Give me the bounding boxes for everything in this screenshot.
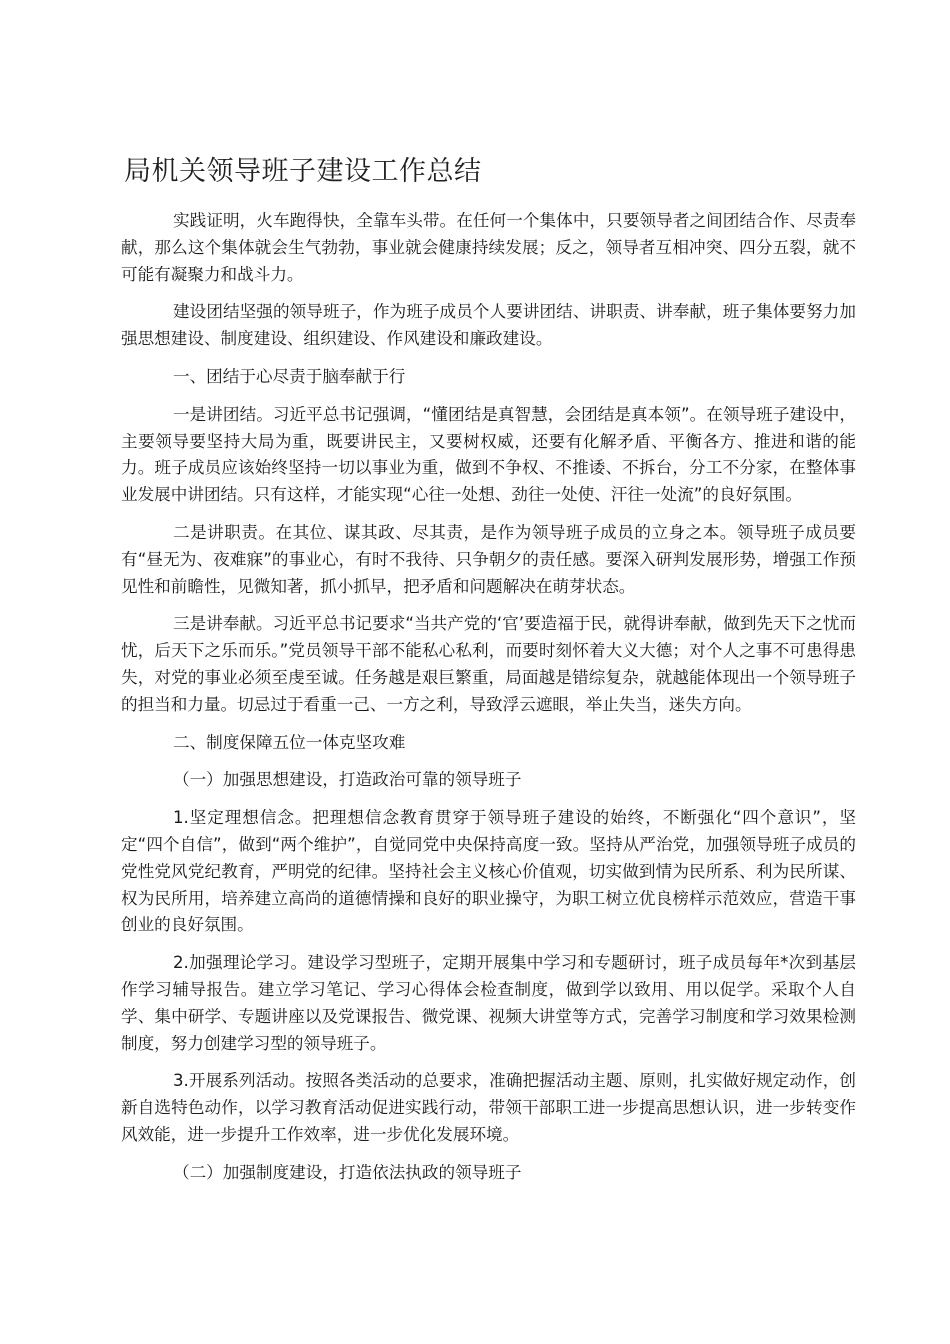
paragraph: 二是讲职责。在其位、谋其政、尽其责，是作为领导班子成员的立身之本。领导班子成员要有“昼无为、夜难寐”的事业心，有时不我待、只争朝夕的责任感。要深入研判发展形势，增强工作预见性和前瞻性，见微知著，抓小抓早，把矛盾和问题解决在萌芽状态。 [121, 522, 856, 596]
subsection-heading: （一）加强思想建设，打造政治可靠的领导班子 [173, 770, 522, 790]
section-heading: 二、制度保障五位一体克坚攻难 [173, 732, 406, 752]
subsection-heading: （二）加强制度建设，打造依法执政的领导班子 [173, 1162, 522, 1182]
document-body [121, 208, 856, 1198]
document-title: 局机关领导班子建设工作总结 [124, 156, 482, 187]
section-heading: 一、团结于心尽责于脑奉献于行 [173, 366, 406, 386]
paragraph: 建设团结坚强的领导班子，作为班子成员个人要讲团结、讲职责、讲奉献，班子集体要努力加强思想建设、制度建设、组织建设、作风建设和廉政建设。 [121, 302, 856, 349]
paragraph: 实践证明，火车跑得快，全靠车头带。在任何一个集体中，只要领导者之间团结合作、尽责奉献，那么这个集体就会生气勃勃，事业就会健康持续发展；反之，领导者互相冲突、四分五裂，就不可能有凝聚力和战斗力。 [121, 211, 856, 284]
paragraph: 2.加强理论学习。建设学习型班子，定期开展集中学习和专题研讨，班子成员每年*次到基层作学习辅导报告。建立学习笔记、学习心得体会检查制度，做到学以致用、用以促学。采取个人自学、集中研学、专题讲座以及党课报告、微党课、视频大讲堂等方式，完善学习制度和学习效果检测制度，努力创建学习型的领导班子。 [121, 953, 856, 1053]
paragraph: 3.开展系列活动。按照各类活动的总要求，准确把握活动主题、原则，扎实做好规定动作，创新自选特色动作，以学习教育活动促进实践行动，带领干部职工进一步提高思想认识，进一步转变作风效能，进一步提升工作效率，进一步优化发展环境。 [121, 1071, 856, 1144]
paragraph: 1.坚定理想信念。把理想信念教育贯穿于领导班子建设的始终，不断强化“四个意识”，坚定“四个自信”，做到“两个维护”，自觉同党中央保持高度一致。坚持从严治党，加强领导班子成员的党性党风党纪教育，严明党的纪律。坚持社会主义核心价值观，切实做到情为民所系、利为民所谋、权为民所用，培养建立高尚的道德情操和良好的职业操守，为职工树立优良榜样示范效应，营造干事创业的良好氛围。 [121, 808, 856, 935]
paragraph: 三是讲奉献。习近平总书记要求“当共产党的‘官’要造福于民，就得讲奉献，做到先天下之忧而忧，后天下之乐而乐。”党员领导干部不能私心私利，而要时刻怀着大义大德；对个人之事不可患得患失，对党的事业必须至虔至诚。任务越是艰巨繁重，局面越是错综复杂，就越能体现出一个领导班子的担当和力量。切忌过于看重一己、一方之利，导致浮云遮眼，举止失当，迷失方向。 [121, 614, 856, 714]
paragraph: 一是讲团结。习近平总书记强调，“懂团结是真智慧，会团结是真本领”。在领导班子建设中，主要领导要坚持大局为重，既要讲民主，又要树权威，还要有化解矛盾、平衡各方、推进和谐的能力。班子成员应该始终坚持一切以事业为重，做到不争权、不推诿、不拆台，分工不分家，在整体事业发展中讲团结。只有这样，才能实现“心往一处想、劲往一处使、汗往一处流”的良好氛围。 [121, 404, 856, 505]
